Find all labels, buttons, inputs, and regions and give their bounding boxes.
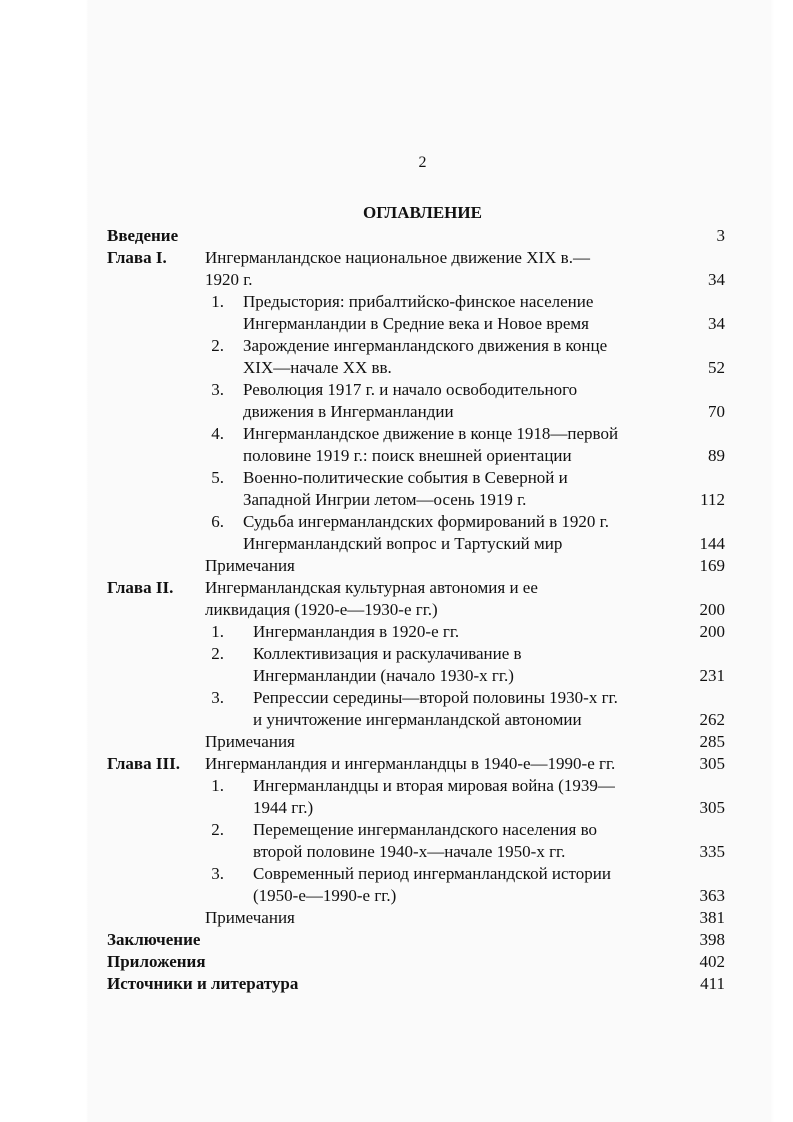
toc-row	[0, 555, 793, 577]
toc-page-number: 52	[708, 358, 725, 377]
toc-row	[0, 335, 793, 357]
toc-page-number: 89	[708, 446, 725, 465]
toc-page-number: 231	[699, 666, 725, 685]
toc-entry-text: (1950-е—1990-е гг.)	[253, 886, 397, 905]
toc-entry-text: Примечания	[205, 556, 295, 575]
toc-row	[0, 709, 793, 731]
toc-item-number: 2.	[211, 336, 224, 355]
toc-page-number: 305	[699, 754, 725, 773]
toc-entry-text: Примечания	[205, 908, 295, 927]
toc-row	[0, 863, 793, 885]
toc-entry-text: Предыстория: прибалтийско-финское население	[243, 292, 594, 311]
toc-entry-text: ликвидация (1920-е—1930-е гг.)	[205, 600, 438, 619]
toc-row	[0, 687, 793, 709]
toc-row	[0, 797, 793, 819]
toc-row	[0, 489, 793, 511]
toc-item-number: 6.	[211, 512, 224, 531]
toc-row	[0, 401, 793, 423]
toc-label: Глава II.	[107, 578, 174, 597]
toc-row	[0, 599, 793, 621]
toc-row	[0, 929, 793, 951]
toc-row	[0, 445, 793, 467]
toc-row	[0, 621, 793, 643]
toc-page-number: 200	[699, 600, 725, 619]
toc-entry-text: Ингерманландская культурная автономия и ее	[205, 578, 538, 597]
toc-entry-text: Военно-политические события в Северной и	[243, 468, 568, 487]
toc-entry-text: 1944 гг.)	[253, 798, 314, 817]
toc-row	[0, 973, 793, 995]
toc-page-number: 411	[700, 974, 725, 993]
toc-item-number: 2.	[211, 820, 224, 839]
toc-row	[0, 247, 793, 269]
toc-item-number: 1.	[211, 622, 224, 641]
toc-row	[0, 225, 793, 247]
toc-row	[0, 951, 793, 973]
toc-page-number: 305	[699, 798, 725, 817]
toc-label: Приложения	[107, 952, 206, 971]
toc-entry-text: Репрессии середины—второй половины 1930-х гг.	[253, 688, 618, 707]
toc-entry-text: Коллективизация и раскулачивание в	[253, 644, 522, 663]
toc-title: ОГЛАВЛЕНИЕ	[363, 203, 482, 222]
toc-page-number: 285	[699, 732, 725, 751]
toc-page-number: 398	[699, 930, 725, 949]
toc-entry-text: XIX—начале XX вв.	[243, 358, 392, 377]
toc-page-number: 262	[699, 710, 725, 729]
toc-page-number: 34	[708, 270, 725, 289]
toc-row	[0, 731, 793, 753]
toc-row	[0, 313, 793, 335]
toc-row	[0, 643, 793, 665]
toc-page-number: 363	[699, 886, 725, 905]
page-number: 2	[418, 154, 427, 171]
toc-item-number: 1.	[211, 776, 224, 795]
toc-entry-text: Ингерманландия и ингерманландцы в 1940-е—1990-е гг.	[205, 754, 616, 773]
toc-item-number: 5.	[211, 468, 224, 487]
toc-item-number: 3.	[211, 380, 224, 399]
toc-entry-text: 1920 г.	[205, 270, 253, 289]
toc-entry-text: Революция 1917 г. и начало освободительного	[243, 380, 578, 399]
toc-row	[0, 291, 793, 313]
toc-entry-text: Зарождение ингерманландского движения в конце	[243, 336, 608, 355]
toc-entry-text: Судьба ингерманландских формирований в 1920 г.	[243, 512, 609, 531]
toc-page-number: 402	[699, 952, 725, 971]
toc-page-number: 200	[699, 622, 725, 641]
toc-page-number: 112	[700, 490, 725, 509]
toc-page-number: 3	[716, 226, 725, 245]
toc-entry-text: и уничтожение ингерманландской автономии	[253, 710, 582, 729]
toc-item-number: 3.	[211, 688, 224, 707]
toc-row	[0, 423, 793, 445]
toc-entry-text: Современный период ингерманландской истории	[253, 864, 611, 883]
toc-page-number: 335	[699, 842, 725, 861]
toc-page-number: 34	[708, 314, 725, 333]
toc-entry-text: второй половине 1940-х—начале 1950-х гг.	[253, 842, 566, 861]
toc-entry-text: Ингерманландии в Средние века и Новое время	[243, 314, 589, 333]
toc-row	[0, 379, 793, 401]
toc-entry-text: Ингерманландии (начало 1930-х гг.)	[253, 666, 514, 685]
toc-page-number: 70	[708, 402, 725, 421]
toc-entry-text: половине 1919 г.: поиск внешней ориентации	[243, 446, 572, 465]
toc-entry-text: Западной Ингрии летом—осень 1919 г.	[243, 490, 527, 509]
toc-row	[0, 467, 793, 489]
toc-row	[0, 885, 793, 907]
toc-row	[0, 577, 793, 599]
toc-entry-text: Примечания	[205, 732, 295, 751]
toc-row	[0, 841, 793, 863]
toc-label: Источники и литература	[107, 974, 299, 993]
toc-row	[0, 665, 793, 687]
toc-label: Глава III.	[107, 754, 180, 773]
toc-row	[0, 269, 793, 291]
toc-row	[0, 907, 793, 929]
toc-item-number: 3.	[211, 864, 224, 883]
toc-entry-text: Перемещение ингерманландского населения во	[253, 820, 597, 839]
toc-row	[0, 511, 793, 533]
toc-row	[0, 357, 793, 379]
toc-label: Заключение	[107, 930, 201, 949]
toc-entry-text: движения в Ингерманландии	[243, 402, 454, 421]
toc-entry-text: Ингерманландцы и вторая мировая война (1939—	[253, 776, 615, 795]
toc-page-number: 381	[699, 908, 725, 927]
toc-entry-text: Ингерманландское движение в конце 1918—первой	[243, 424, 619, 443]
toc-item-number: 2.	[211, 644, 224, 663]
toc-row	[0, 819, 793, 841]
toc-item-number: 1.	[211, 292, 224, 311]
toc-entry-text: Ингерманландский вопрос и Тартуский мир	[243, 534, 563, 553]
toc-entry-text: Ингерманландия в 1920-е гг.	[253, 622, 460, 641]
toc-entry-text: Ингерманландское национальное движение XIX в.—	[205, 248, 590, 267]
toc-row	[0, 775, 793, 797]
toc-item-number: 4.	[211, 424, 224, 443]
toc-page-number: 169	[699, 556, 725, 575]
toc-row	[0, 753, 793, 775]
toc-page-number: 144	[699, 534, 725, 553]
toc-row	[0, 533, 793, 555]
toc-label: Глава I.	[107, 248, 167, 267]
toc-label: Введение	[107, 226, 179, 245]
